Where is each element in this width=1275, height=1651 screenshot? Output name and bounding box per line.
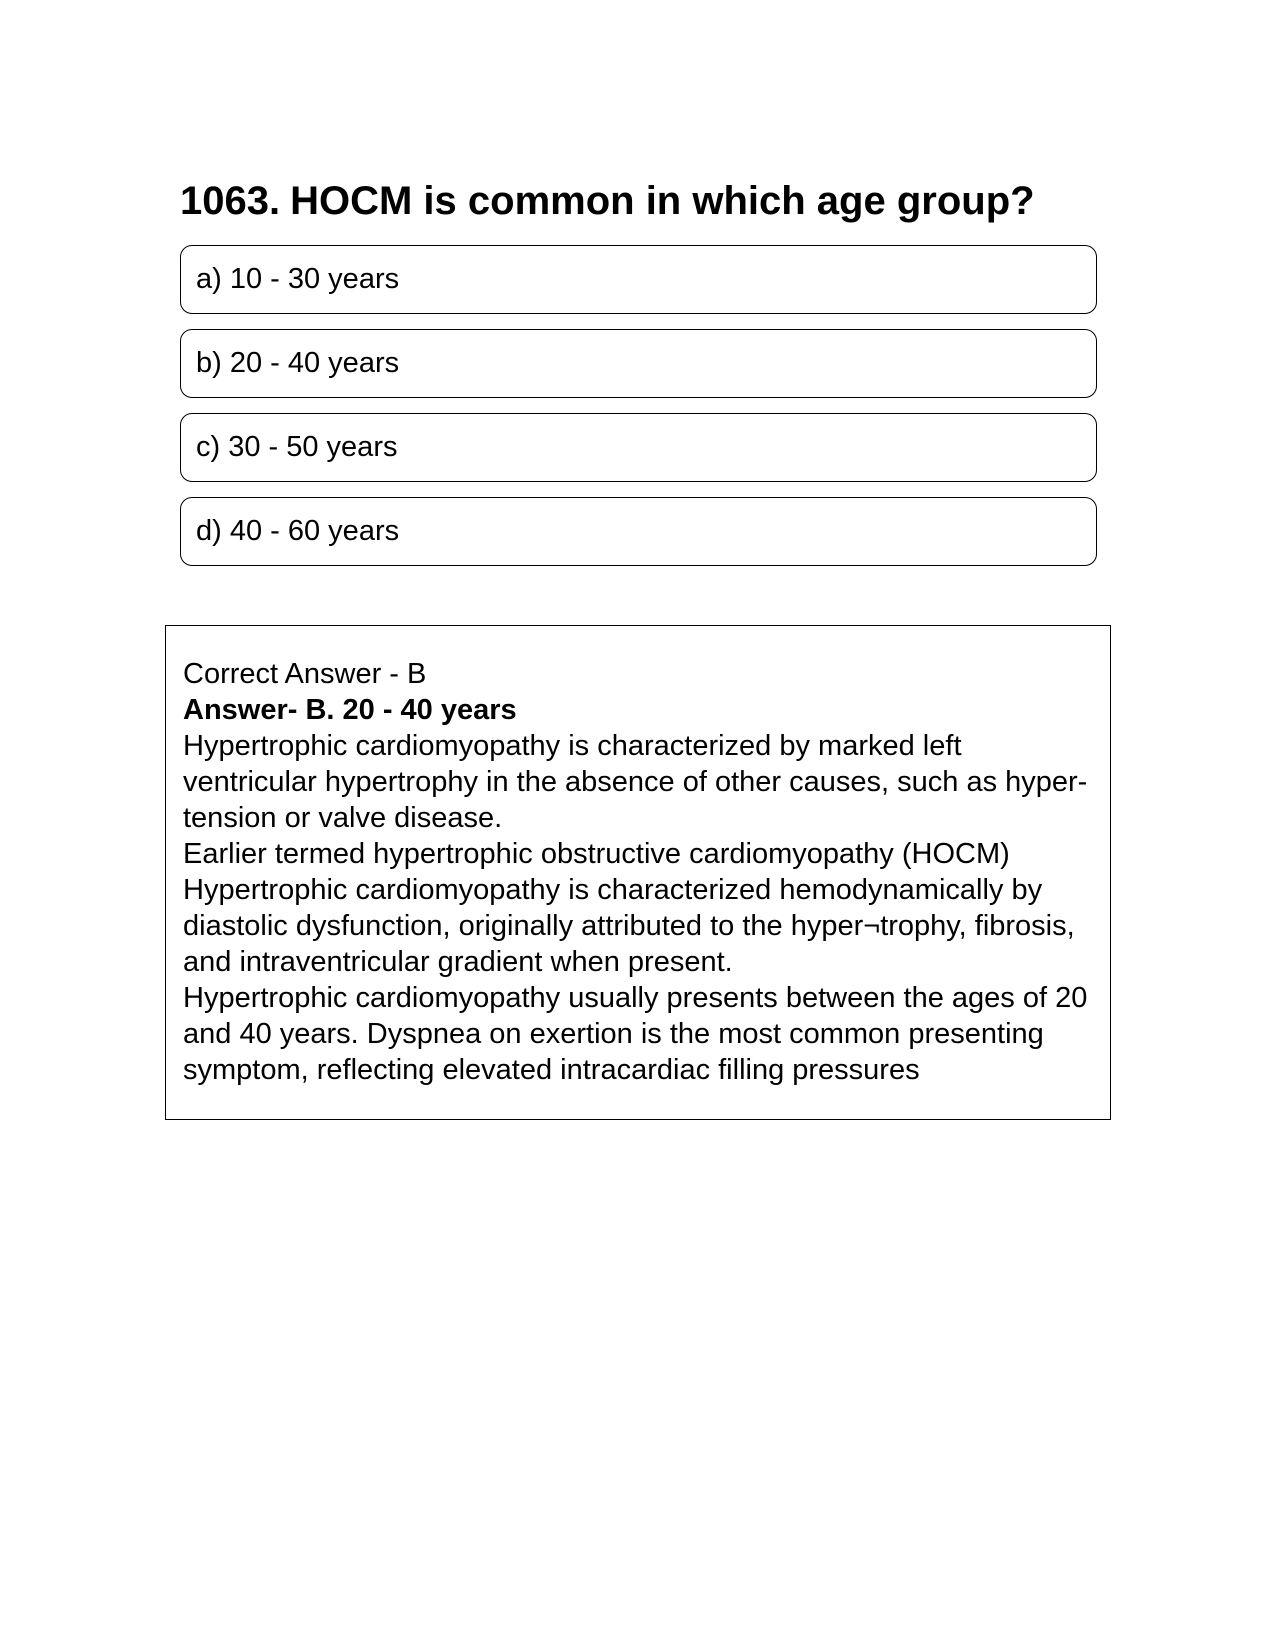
explanation-paragraph-3: Hypertrophic cardiomyopathy is characterized hemodynamically by diastolic dysfunction, originally attributed to the hyper¬trophy, fibrosis, and intraventricular gradient when present. xyxy=(183,874,1075,978)
explanation-paragraph-4: Hypertrophic cardiomyopathy usually presents between the ages of 20 and 40 years. Dyspnea on exertion is the most common presenting symptom, reflecting elevated intracardiac filling pressures xyxy=(183,982,1088,1086)
question-heading xyxy=(180,176,1120,226)
options-list xyxy=(180,245,1097,581)
option-b[interactable]: b) 20 - 40 years xyxy=(180,329,1097,398)
option-d[interactable]: d) 40 - 60 years xyxy=(180,497,1097,566)
answer-line: Answer- B. 20 - 40 years xyxy=(183,694,517,726)
question-text: HOCM is common in which age group? xyxy=(290,179,1035,223)
question-number: 1063. xyxy=(180,179,281,223)
explanation-paragraph-2: Earlier termed hypertrophic obstructive cardiomyopathy (HOCM) xyxy=(183,838,1010,870)
option-c[interactable]: c) 30 - 50 years xyxy=(180,413,1097,482)
explanation-paragraph-1: Hypertrophic cardiomyopathy is characterized by marked left ventricular hypertrophy in the absence of other causes, such as hyper- tension or valve disease. xyxy=(183,730,1088,834)
option-a[interactable]: a) 10 - 30 years xyxy=(180,245,1097,314)
answer-explanation-box xyxy=(165,625,1111,1120)
correct-answer-line: Correct Answer - B xyxy=(183,658,427,690)
